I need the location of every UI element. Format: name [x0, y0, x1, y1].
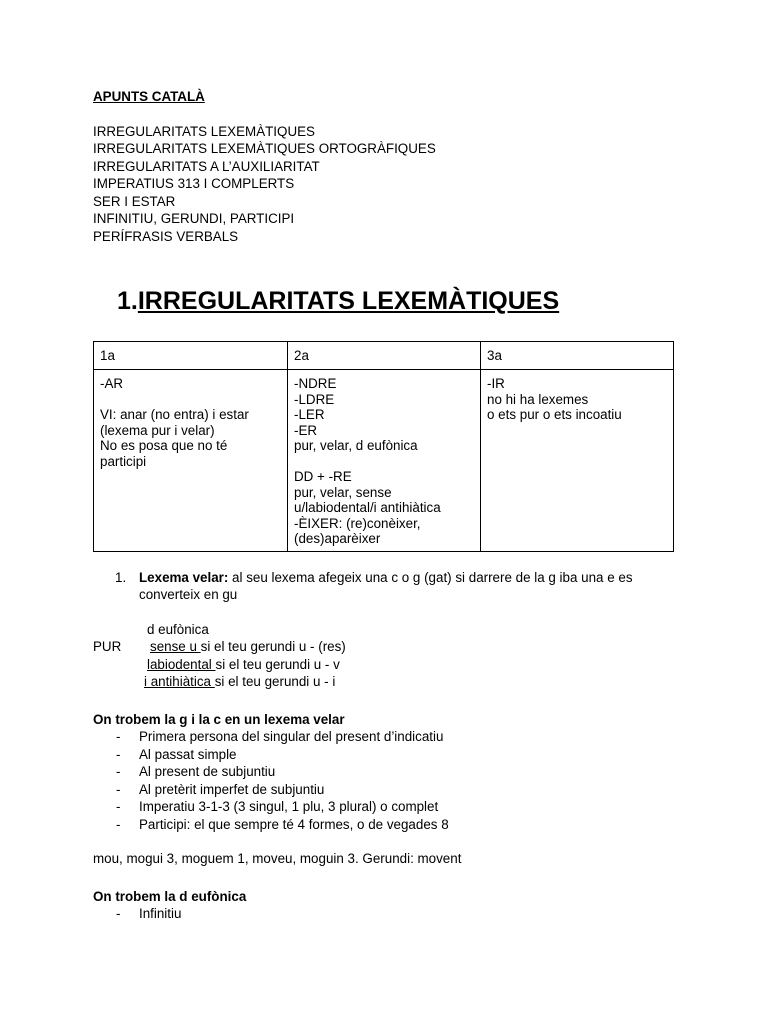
table-header-cell: 2a [288, 342, 481, 370]
list-item: - Primera persona del singular del present d’indicatiu [93, 728, 683, 746]
list-item: - Al present de subjuntiu [93, 763, 683, 781]
cell-line: DD + -RE [294, 469, 352, 484]
cell-line: -ÈIXER: (re)conèixer, [294, 515, 421, 531]
table-header-cell: 3a [481, 342, 674, 370]
list-item: - Imperatiu 3-1-3 (3 singul, 1 plu, 3 plural) o complet [93, 798, 683, 816]
cell-line: pur, velar, sense [294, 484, 392, 500]
list-item [139, 569, 683, 587]
velar-heading: On trobem la g i la c en un lexema velar [93, 711, 345, 727]
list-number: 1. [115, 569, 127, 585]
list-item-text-cont: converteix en gu [139, 587, 238, 602]
cell-line: u/labiodental/i antihiàtica [294, 500, 441, 515]
table-header-row [94, 342, 674, 370]
table-cell-3a [481, 370, 674, 552]
cell-line: VI: anar (no entra) i estar [100, 407, 249, 422]
toc-item: IRREGULARITATS LEXEMÀTIQUES ORTOGRÀFIQUES [93, 141, 436, 156]
pur-label: PUR [93, 639, 122, 654]
toc-item: IRREGULARITATS LEXEMÀTIQUES [93, 123, 315, 139]
toc-item: PERÍFRASIS VERBALS [93, 228, 239, 244]
eufonica-heading: On trobem la d eufònica [93, 888, 247, 904]
example-paragraph: mou, mogui 3, moguem 1, moveu, moguin 3. Gerundi: movent [93, 851, 462, 866]
list-item: - Infinitiu [93, 905, 683, 923]
document-page [93, 88, 683, 923]
cell-line: -NDRE [294, 376, 337, 391]
cell-line: -LER [294, 407, 325, 422]
document-title: APUNTS CATALÀ [93, 89, 205, 104]
cell-line: No es posa que no té [100, 438, 228, 453]
pur-line [144, 673, 335, 691]
pur-line-text: si el teu gerundi u - i [214, 674, 336, 689]
pur-underlined: sense u [150, 639, 201, 654]
pur-underlined: labiodental [147, 656, 216, 672]
toc-item: SER I ESTAR [93, 193, 176, 209]
cell-line: -IR [487, 376, 505, 391]
cell-line: (lexema pur i velar) [100, 422, 215, 438]
pur-line [147, 656, 340, 674]
cell-line: o ets pur o ets incoatiu [487, 407, 622, 422]
cell-line [100, 392, 281, 408]
cell-line: (des)aparèixer [294, 531, 381, 546]
cell-line [294, 454, 474, 470]
toc-item: INFINITIU, GERUNDI, PARTICIPI [93, 211, 295, 226]
cell-line: -LDRE [294, 391, 335, 407]
pur-line: d eufònica [147, 621, 209, 637]
conjugation-table [93, 341, 674, 552]
list-item: - Participi: el que sempre té 4 formes, o de vegades 8 [93, 816, 683, 834]
term-lexema-velar: Lexema velar: [139, 569, 229, 585]
section-number: 1. [117, 287, 138, 315]
cell-line: -ER [294, 422, 318, 438]
table-cell-2a [288, 370, 481, 552]
section-heading [117, 286, 683, 316]
cell-line: no hi ha lexemes [487, 391, 589, 407]
pur-line-text: si el teu gerundi u - v [215, 656, 340, 672]
pur-line-text: si el teu gerundi u - (res) [200, 639, 346, 654]
table-of-contents [93, 123, 683, 246]
pur-line [150, 638, 346, 656]
pur-block [93, 621, 683, 691]
velar-list [93, 728, 683, 833]
section-title: IRREGULARITATS LEXEMÀTIQUES [137, 287, 560, 315]
cell-line: -AR [100, 376, 124, 391]
cell-line: pur, velar, d eufònica [294, 438, 418, 453]
table-header-cell: 1a [94, 342, 288, 370]
list-item-text: al seu lexema afegeix una c o g (gat) si darrere de la g iba una e es [228, 569, 633, 585]
cell-line: participi [100, 453, 147, 469]
numbered-list [93, 569, 683, 604]
list-item: - Al pretèrit imperfet de subjuntiu [93, 781, 683, 799]
toc-item: IMPERATIUS 313 I COMPLERTS [93, 176, 295, 191]
eufonica-list [93, 905, 683, 923]
table-row [94, 370, 674, 552]
pur-underlined: i antihiàtica [144, 674, 215, 689]
toc-item: IRREGULARITATS A L’AUXILIARITAT [93, 158, 320, 174]
table-cell-1a [94, 370, 288, 552]
list-item: - Al passat simple [93, 746, 683, 764]
